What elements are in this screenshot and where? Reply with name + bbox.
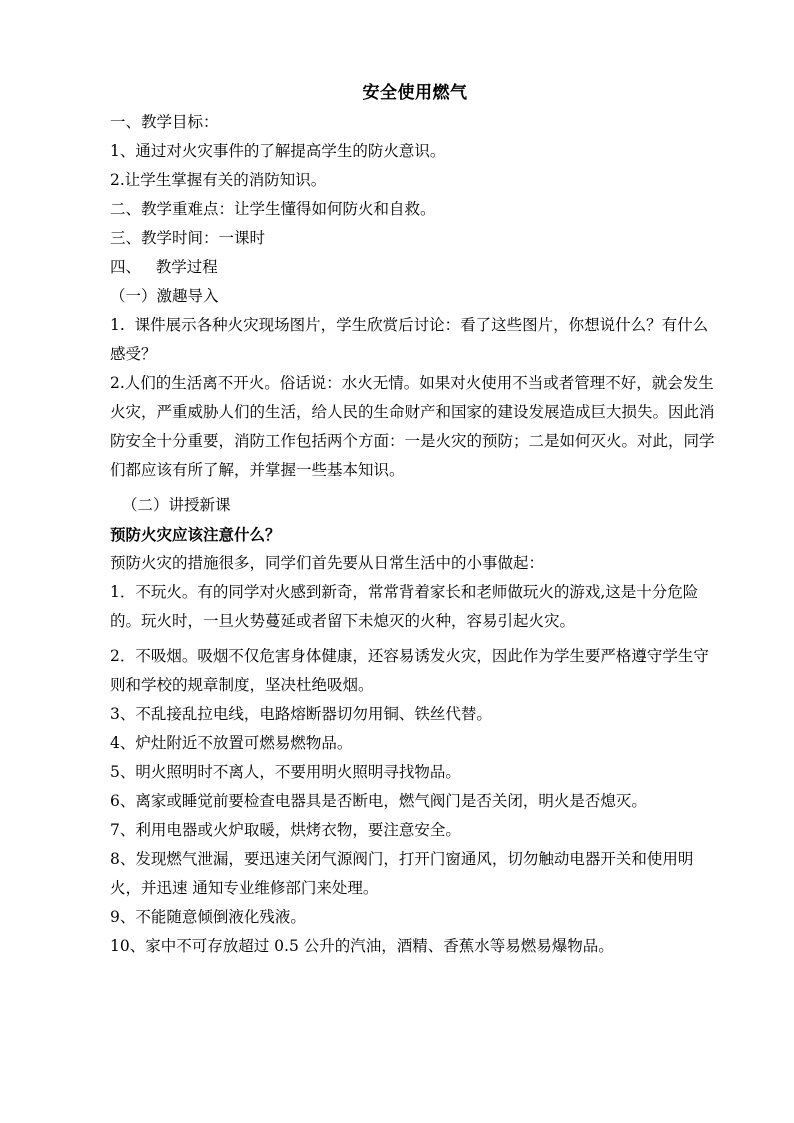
document-title: 安全使用燃气	[362, 83, 468, 103]
goal-item-2: 2.让学生掌握有关的消防知识。	[110, 171, 327, 189]
section-heading-process: 四、 教学过程	[110, 258, 218, 276]
measure-item-8: 8、发现燃气泄漏，要迅速关闭气源阀门，打开门窗通风，切勿触动电器开关和使用明火，并迅速 通知专业维修部门来处理。	[110, 850, 694, 897]
measure-item-4: 4、炉灶附近不放置可燃易燃物品。	[110, 734, 353, 752]
measure-item-10: 10、家中不可存放超过 0.5 公升的汽油，酒精、香蕉水等易燃易爆物品。	[110, 937, 614, 955]
document-body	[110, 78, 720, 961]
section-heading-time: 三、教学时间：一课时	[110, 229, 266, 247]
measure-item-7: 7、利用电器或火炉取暖，烘烤衣物，要注意安全。	[110, 821, 461, 839]
measure-item-6: 6、离家或睡觉前要检查电器具是否断电，燃气阀门是否关闭，明火是否熄灭。	[110, 792, 647, 810]
subsection-intro: （一）激趣导入	[110, 287, 219, 305]
measure-item-3: 3、不乱接乱拉电线，电路熔断器切勿用铜、铁丝代替。	[110, 705, 492, 723]
subsection-new-lesson: （二）讲授新课	[122, 496, 231, 514]
measure-item-9: 9、不能随意倾倒液化残液。	[110, 908, 306, 926]
measure-item-5: 5、明火照明时不离人，不要用明火照明寻找物品。	[110, 763, 461, 781]
intro-item-1: 1. 课件展示各种火灾现场图片，学生欣赏后讨论：看了这些图片，你想说什么？有什么感受？	[110, 316, 709, 363]
measure-item-2: 2．不吸烟。吸烟不仅危害身体健康，还容易诱发火灾，因此作为学生要严格遵守学生守则和学校的规章制度，坚决杜绝吸烟。	[110, 647, 709, 694]
lesson-intro-text: 预防火灾的措施很多，同学们首先要从日常生活中的小事做起：	[110, 554, 545, 572]
lesson-question-heading: 预防火灾应该注意什么？	[110, 525, 281, 544]
measure-item-1: 1．不玩火。有的同学对火感到新奇，常常背着家长和老师做玩火的游戏,这是十分危险的。玩火时，一旦火势蔓延或者留下未熄灭的火种，容易引起火灾。	[110, 583, 699, 630]
goal-item-1: 1、通过对火灾事件的了解提高学生的防火意识。	[110, 142, 446, 160]
section-heading-key-points: 二、教学重难点：让学生懂得如何防火和自救。	[110, 200, 436, 218]
intro-item-2: 2.人们的生活离不开火。俗话说：水火无情。如果对火使用不当或者管理不好，就会发生火灾，严重威胁人们的生活，给人民的生命财产和国家的建设发展造成巨大损失。因此消防安全十分重要，消防工作包括两个方面：一是火灾的预防；二是如何灭火。对此，同学们都应该有所了解，并掌握一些基本知识。	[110, 374, 715, 479]
section-heading-goals: 一、教学目标：	[110, 113, 219, 131]
